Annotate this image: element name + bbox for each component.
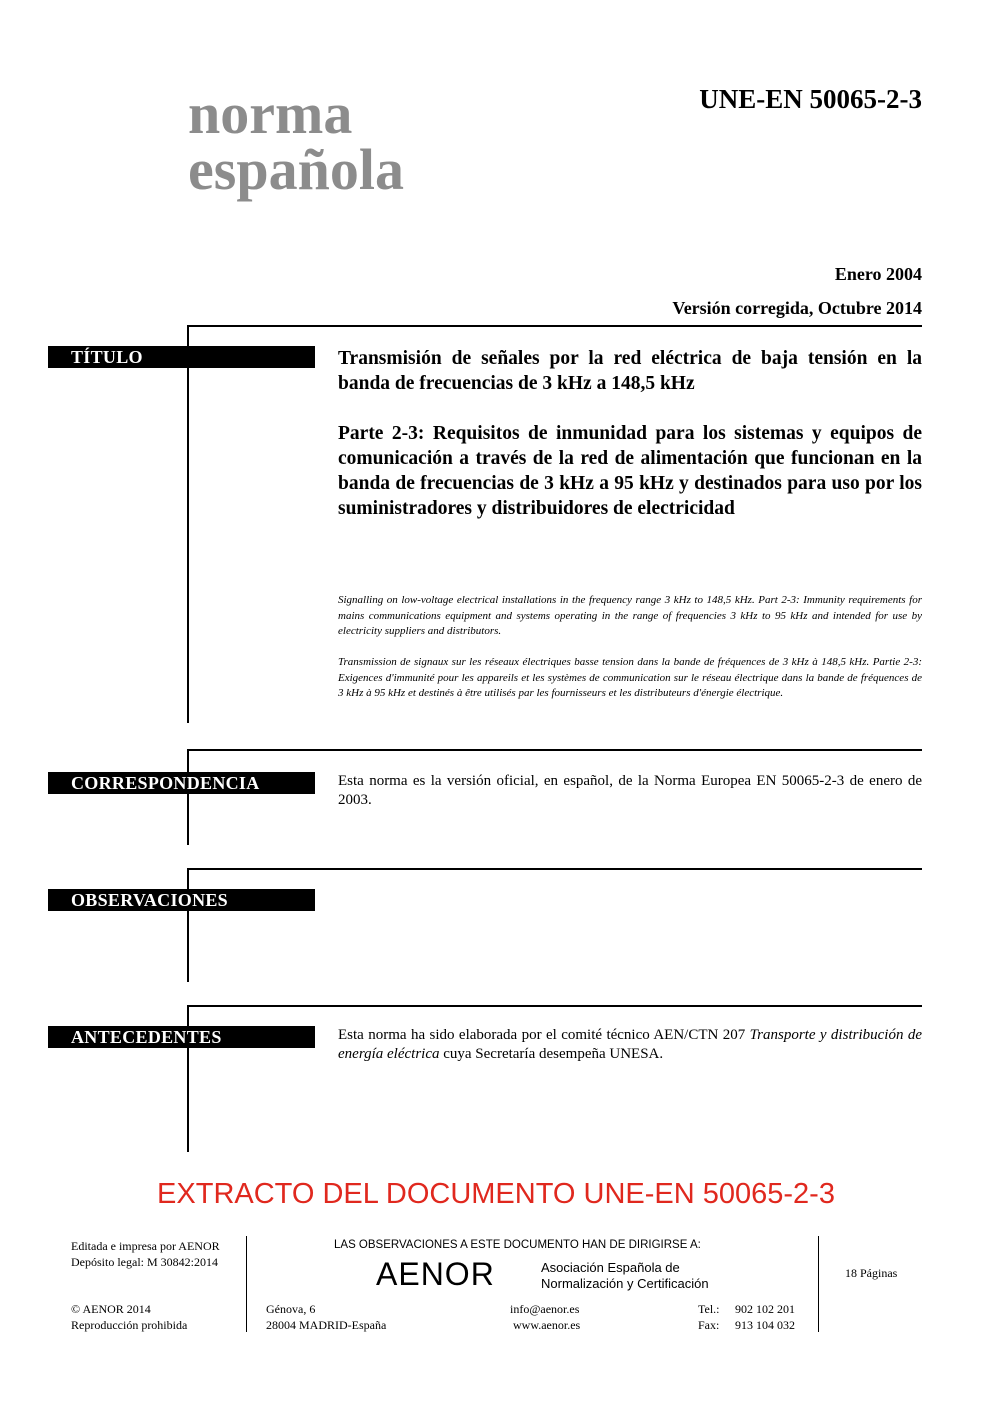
section-label-correspondencia: CORRESPONDENCIA bbox=[48, 772, 315, 794]
corrected-version: Versión corregida, Octubre 2014 bbox=[672, 298, 922, 318]
footer-observations-header: LAS OBSERVACIONES A ESTE DOCUMENTO HAN DE DIRIGIRSE A: bbox=[334, 1239, 701, 1251]
title-main: Transmisión de señales por la red eléctrica de baja tensión en la banda de frecuencias de 3 kHz a 148,5 kHz bbox=[338, 348, 922, 394]
title-part: Parte 2-3: Requisitos de inmunidad para los sistemas y equipos de comunicación a través de la red de alimentación que funcionan en la banda de frecuencias de 3 kHz a 95 kHz y destinados para uso por los suministradores y distribuidores de electricidad bbox=[338, 423, 922, 519]
footer-copyright-block bbox=[71, 1301, 187, 1333]
footer-contact-online bbox=[510, 1301, 580, 1333]
correspondencia-text: Esta norma es la versión oficial, en español, de la Norma Europea EN 50065-2-3 de enero de 2003. bbox=[338, 773, 922, 808]
footer-web: www.aenor.es bbox=[513, 1318, 581, 1332]
footer-edition-block bbox=[71, 1238, 220, 1270]
aenor-logo: AENOR bbox=[376, 1256, 495, 1292]
footer-fax-label: Fax: bbox=[698, 1318, 720, 1332]
footer-copyright: © AENOR 2014 bbox=[71, 1302, 151, 1316]
brand-line-2: española bbox=[188, 137, 404, 202]
aenor-name-line-2: Normalización y Certificación bbox=[541, 1276, 709, 1291]
section-divider-antecedentes bbox=[187, 1005, 922, 1007]
antecedentes-text-end: cuya Secretaría desempeña UNESA. bbox=[439, 1046, 664, 1062]
section-bracket-correspondencia bbox=[187, 749, 189, 845]
footer-tel: 902 102 201 bbox=[735, 1302, 795, 1316]
footer-deposit: Depósito legal: M 30842:2014 bbox=[71, 1255, 218, 1269]
section-label-titulo: TÍTULO bbox=[48, 346, 315, 368]
section-bracket-titulo bbox=[187, 325, 189, 723]
title-english: Signalling on low-voltage electrical installations in the frequency range 3 kHz to 148,5 kHz. Part 2-3: Immunity requirements for mains communications equipment and systems operating in the range of frequencies 3 kHz to 95 kHz and intended for use by electricity suppliers and distributors. bbox=[338, 594, 922, 637]
footer-address-street: Génova, 6 bbox=[266, 1302, 316, 1316]
extract-notice: EXTRACTO DEL DOCUMENTO UNE-EN 50065-2-3 bbox=[157, 1178, 835, 1210]
antecedentes-text-start: Esta norma ha sido elaborada por el comité técnico AEN/CTN 207 bbox=[338, 1027, 750, 1043]
footer-fax: 913 104 032 bbox=[735, 1318, 795, 1332]
antecedentes-text bbox=[338, 1026, 922, 1064]
footer-divider-right bbox=[818, 1236, 819, 1332]
footer-address bbox=[266, 1301, 386, 1333]
section-label-antecedentes: ANTECEDENTES bbox=[48, 1026, 315, 1048]
footer-divider-left bbox=[246, 1236, 247, 1332]
footer-reproduction: Reproducción prohibida bbox=[71, 1318, 188, 1332]
antecedentes-committee-name: Transporte y distribución de energía eléctrica bbox=[338, 1027, 922, 1062]
footer-page-count: 18 Páginas bbox=[845, 1266, 898, 1280]
section-divider-correspondencia bbox=[187, 749, 922, 751]
aenor-name-line-1: Asociación Española de bbox=[541, 1260, 680, 1275]
section-label-observaciones: OBSERVACIONES bbox=[48, 889, 315, 911]
footer-email: info@aenor.es bbox=[510, 1302, 580, 1316]
footer-tel-label: Tel.: bbox=[698, 1302, 720, 1316]
brand-title bbox=[188, 81, 404, 202]
footer-phone-labels bbox=[698, 1301, 720, 1333]
footer-edited: Editada e impresa por AENOR bbox=[71, 1239, 220, 1253]
title-french: Transmission de signaux sur les réseaux électriques basse tension dans la bande de fréquences de 3 kHz à 148,5 kHz. Partie 2-3: Exigences d'immunité pour les appareils et les systèmes de communication sur le réseau électrique dans la bande de fréquences de 3 kHz à 95 kHz et destinés à être utilisés par les fournisseurs et les distributeurs d'énergie électrique. bbox=[338, 656, 922, 699]
standard-code: UNE-EN 50065-2-3 bbox=[699, 84, 922, 114]
publication-date: Enero 2004 bbox=[834, 264, 922, 284]
section-bracket-observaciones bbox=[187, 868, 189, 982]
section-divider-observaciones bbox=[187, 868, 922, 870]
section-divider-titulo bbox=[187, 325, 922, 327]
aenor-full-name bbox=[541, 1260, 709, 1292]
footer-address-city: 28004 MADRID-España bbox=[266, 1318, 387, 1332]
brand-line-1: norma bbox=[188, 81, 353, 146]
footer-phone-numbers bbox=[735, 1301, 795, 1333]
